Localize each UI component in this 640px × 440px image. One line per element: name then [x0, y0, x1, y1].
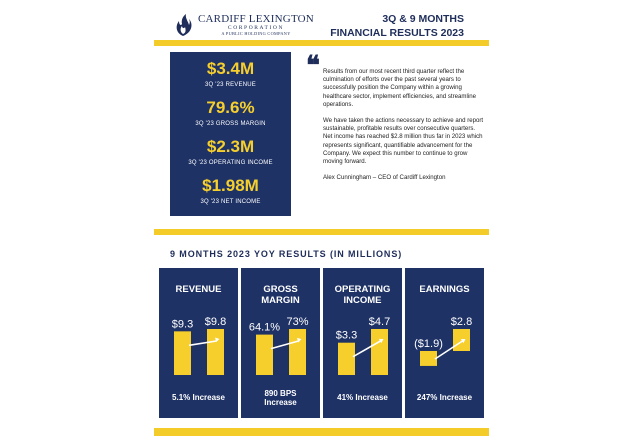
- chart-title-line2: MARGIN: [261, 295, 300, 306]
- chart-panel-gross-margin: [241, 268, 320, 418]
- chart-footer: 5.1% Increase: [172, 393, 225, 402]
- logo-tagline: A PUBLIC HOLDING COMPANY: [221, 31, 291, 37]
- chart-footer-line1: 890 BPS: [264, 389, 297, 398]
- chart-data-label: $9.8: [204, 316, 227, 328]
- logo-name: CARDIFF LEXINGTON: [198, 12, 314, 25]
- chart-bar: [256, 335, 273, 375]
- kpi-value: $1.98M: [202, 176, 259, 195]
- chart-bar: [338, 343, 355, 375]
- kpi-value: $2.3M: [206, 137, 255, 156]
- kpi-value: $3.4M: [206, 59, 255, 78]
- chart-panel-revenue: [159, 268, 238, 418]
- yoy-results-panels: [159, 268, 484, 418]
- quote-attribution: Alex Cunningham – CEO of Cardiff Lexington: [323, 174, 446, 182]
- quote-mark-icon: ❝: [306, 51, 320, 81]
- quote-paragraph: Results from our most recent third quarter reflect the culmination of efforts over the past several years to successfully position the Company within a growing healthcare sector, implement efficiencies, and streamline operations.: [323, 68, 476, 108]
- middle-divider: [154, 229, 489, 235]
- kpi-operating-income: [170, 137, 291, 176]
- chart-bar: [289, 329, 306, 375]
- chart-footer-line2: Increase: [264, 398, 297, 407]
- kpi-label: 3Q '23 OPERATING INCOME: [188, 160, 273, 166]
- section-title: 9 MONTHS 2023 YOY RESULTS (IN MILLIONS): [170, 249, 403, 259]
- chart-footer: 41% Increase: [337, 393, 388, 402]
- chart-footer: 247% Increase: [416, 393, 473, 402]
- top-divider: [154, 40, 489, 46]
- chart-title-line2: INCOME: [343, 295, 382, 306]
- kpi-net-income: [170, 176, 291, 215]
- chart-data-label: $9.3: [171, 318, 194, 331]
- chart-data-label: 73%: [286, 316, 309, 328]
- chart-title-line1: OPERATING: [334, 284, 391, 295]
- chart-panel-earnings: [405, 268, 484, 418]
- logo-corporation: CORPORATION: [227, 24, 285, 31]
- page-title-line1: 3Q & 9 MONTHS: [382, 13, 464, 25]
- ceo-quote: [323, 68, 485, 190]
- chart-bar: [174, 331, 191, 375]
- kpi-label: 3Q '23 REVENUE: [205, 82, 256, 88]
- chart-data-label: 64.1%: [248, 321, 281, 334]
- chart-footer: [241, 389, 320, 407]
- chart-data-label: $4.7: [368, 316, 391, 328]
- chart-bar: [420, 351, 437, 366]
- chart-bar: [371, 329, 388, 375]
- kpi-label: 3Q '23 NET INCOME: [200, 199, 261, 205]
- chart-bar: [207, 329, 224, 375]
- bottom-divider: [154, 428, 489, 436]
- chart-title-line1: GROSS: [263, 284, 298, 295]
- quote-paragraph: We have taken the actions necessary to achieve and report sustainable, profitable results over consecutive quarters. Net income has reached $2.8 million thus far in 2023 which represents significant, quantifiable advancement for the Company. We expect this number to continue to grow moving forward.: [323, 117, 484, 166]
- kpi-panel: [170, 52, 291, 216]
- chart-data-label: $2.8: [450, 316, 473, 328]
- flame-logo-icon: [172, 13, 194, 37]
- kpi-revenue: [170, 59, 291, 98]
- chart-data-label: $3.3: [335, 329, 358, 342]
- company-logo: [172, 12, 314, 38]
- page-title: [330, 12, 464, 40]
- kpi-gross-margin: [170, 98, 291, 137]
- chart-title: EARNINGS: [419, 284, 470, 295]
- chart-title: REVENUE: [175, 284, 222, 295]
- chart-panel-operating-income: [323, 268, 402, 418]
- page-title-line2: FINANCIAL RESULTS 2023: [330, 27, 464, 39]
- chart-data-label: ($1.9): [414, 338, 443, 350]
- kpi-value: 79.6%: [206, 98, 255, 117]
- kpi-label: 3Q '23 GROSS MARGIN: [195, 121, 266, 127]
